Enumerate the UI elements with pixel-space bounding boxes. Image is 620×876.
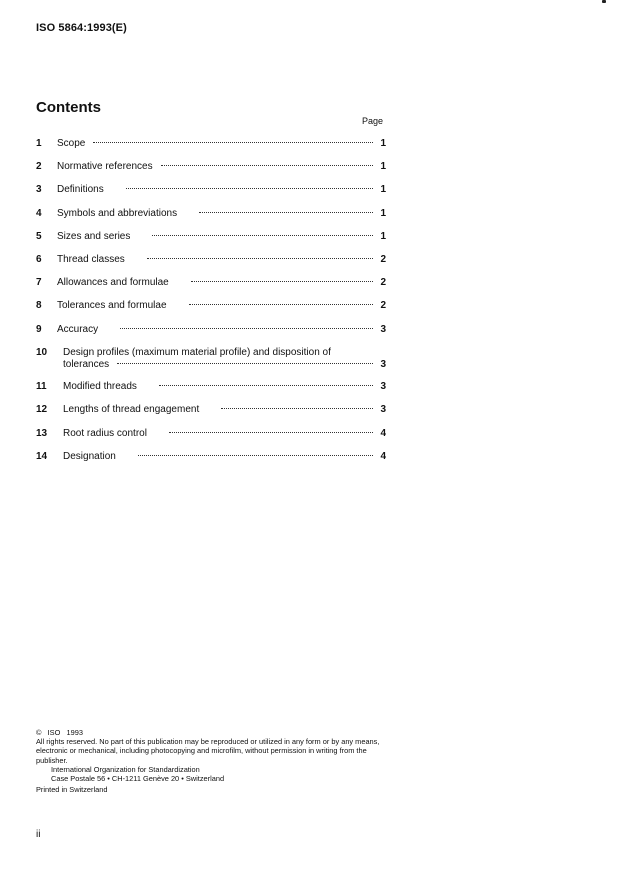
- toc-entry-design-profiles[interactable]: [36, 341, 386, 376]
- page-number: ii: [36, 829, 41, 840]
- toc-number: 2: [36, 161, 42, 173]
- toc-number: 13: [36, 427, 48, 439]
- toc-number: 6: [36, 253, 42, 265]
- toc-page: 3: [380, 381, 386, 393]
- toc-number: 4: [36, 207, 42, 219]
- table-of-contents: [36, 132, 386, 468]
- toc-page: 2: [380, 253, 386, 265]
- toc-label: Sizes and series: [57, 230, 131, 242]
- toc-entry-lengths-engagement[interactable]: [36, 398, 386, 421]
- dot-leader: [93, 142, 373, 143]
- dot-leader: [221, 408, 373, 409]
- toc-page: 3: [380, 358, 386, 370]
- toc-second-line: [63, 359, 386, 371]
- toc-entry-tolerances[interactable]: [36, 294, 386, 317]
- dot-leader: [191, 281, 373, 282]
- toc-page: 1: [380, 161, 386, 173]
- toc-label-line1: Design profiles (maximum material profile) and disposition of: [63, 346, 331, 358]
- toc-label: Designation: [63, 450, 116, 462]
- toc-label: Thread classes: [57, 253, 125, 265]
- toc-page: 2: [380, 277, 386, 289]
- toc-label: Tolerances and formulae: [57, 300, 167, 312]
- toc-entry-scope[interactable]: [36, 132, 386, 155]
- toc-label: Allowances and formulae: [57, 277, 169, 289]
- toc-entry-thread-classes[interactable]: [36, 248, 386, 271]
- toc-entry-definitions[interactable]: [36, 178, 386, 201]
- rights-statement: All rights reserved. No part of this publication may be reproduced or utilized in any form or by any means, electronic or mechanical, including photocopying and microfilm, without permission in writing from the publisher.: [36, 737, 380, 765]
- toc-entry-symbols[interactable]: [36, 202, 386, 225]
- toc-page: 1: [380, 184, 386, 196]
- contents-title: Contents: [36, 99, 101, 116]
- toc-number: 3: [36, 184, 42, 196]
- copyright-notice: © ISO 1993: [36, 728, 83, 737]
- dot-leader: [138, 455, 373, 456]
- toc-number: 12: [36, 404, 48, 416]
- toc-number: 1: [36, 138, 42, 149]
- toc-label: Accuracy: [57, 323, 99, 335]
- dot-leader: [147, 258, 373, 259]
- toc-label: Lengths of thread engagement: [63, 404, 200, 416]
- copyright-block: [36, 728, 386, 794]
- toc-page: 4: [380, 450, 386, 462]
- dot-leader: [169, 432, 373, 433]
- dot-leader: [161, 165, 373, 166]
- dot-leader: [159, 385, 373, 386]
- document-id: ISO 5864:1993(E): [36, 22, 127, 34]
- toc-page: 1: [380, 230, 386, 242]
- toc-entry-normative-references[interactable]: [36, 155, 386, 178]
- toc-page: 3: [380, 404, 386, 416]
- dot-leader: [199, 212, 373, 213]
- organization-name: International Organization for Standardization: [51, 764, 200, 774]
- toc-number: 10: [36, 346, 48, 358]
- dot-leader: [152, 235, 373, 236]
- toc-entry-root-radius[interactable]: [36, 422, 386, 445]
- page-column-heading: Page: [362, 116, 384, 126]
- toc-label: Normative references: [57, 161, 153, 173]
- toc-entry-sizes-series[interactable]: [36, 225, 386, 248]
- toc-number: 11: [36, 381, 47, 393]
- toc-entry-designation[interactable]: [36, 445, 386, 468]
- dot-leader: [189, 304, 373, 305]
- toc-label-line2: tolerances: [63, 358, 110, 370]
- dot-leader: [120, 328, 373, 329]
- toc-page: 3: [380, 323, 386, 335]
- corner-mark: [602, 0, 606, 3]
- toc-label: Modified threads: [63, 381, 137, 393]
- toc-label: Root radius control: [63, 427, 147, 439]
- dot-leader: [126, 188, 373, 189]
- toc-entry-allowances[interactable]: [36, 271, 386, 294]
- printed-in: Printed in Switzerland: [36, 785, 108, 795]
- toc-number: 5: [36, 230, 42, 242]
- toc-label: Scope: [57, 138, 86, 149]
- toc-number: 9: [36, 323, 42, 335]
- toc-page: 1: [380, 138, 386, 149]
- toc-entry-accuracy[interactable]: [36, 318, 386, 341]
- toc-number: 8: [36, 300, 42, 312]
- toc-entry-modified-threads[interactable]: [36, 375, 386, 398]
- toc-page: 2: [380, 300, 386, 312]
- organization-address: Case Postale 56 • CH-1211 Genève 20 • Switzerland: [51, 774, 225, 784]
- toc-multiline-body: [63, 347, 386, 371]
- dot-leader: [117, 363, 373, 364]
- toc-page: 4: [380, 427, 386, 439]
- toc-label: Symbols and abbreviations: [57, 207, 178, 219]
- toc-label: Definitions: [57, 184, 104, 196]
- toc-number: 14: [36, 450, 48, 462]
- toc-page: 1: [380, 207, 386, 219]
- toc-number: 7: [36, 277, 42, 289]
